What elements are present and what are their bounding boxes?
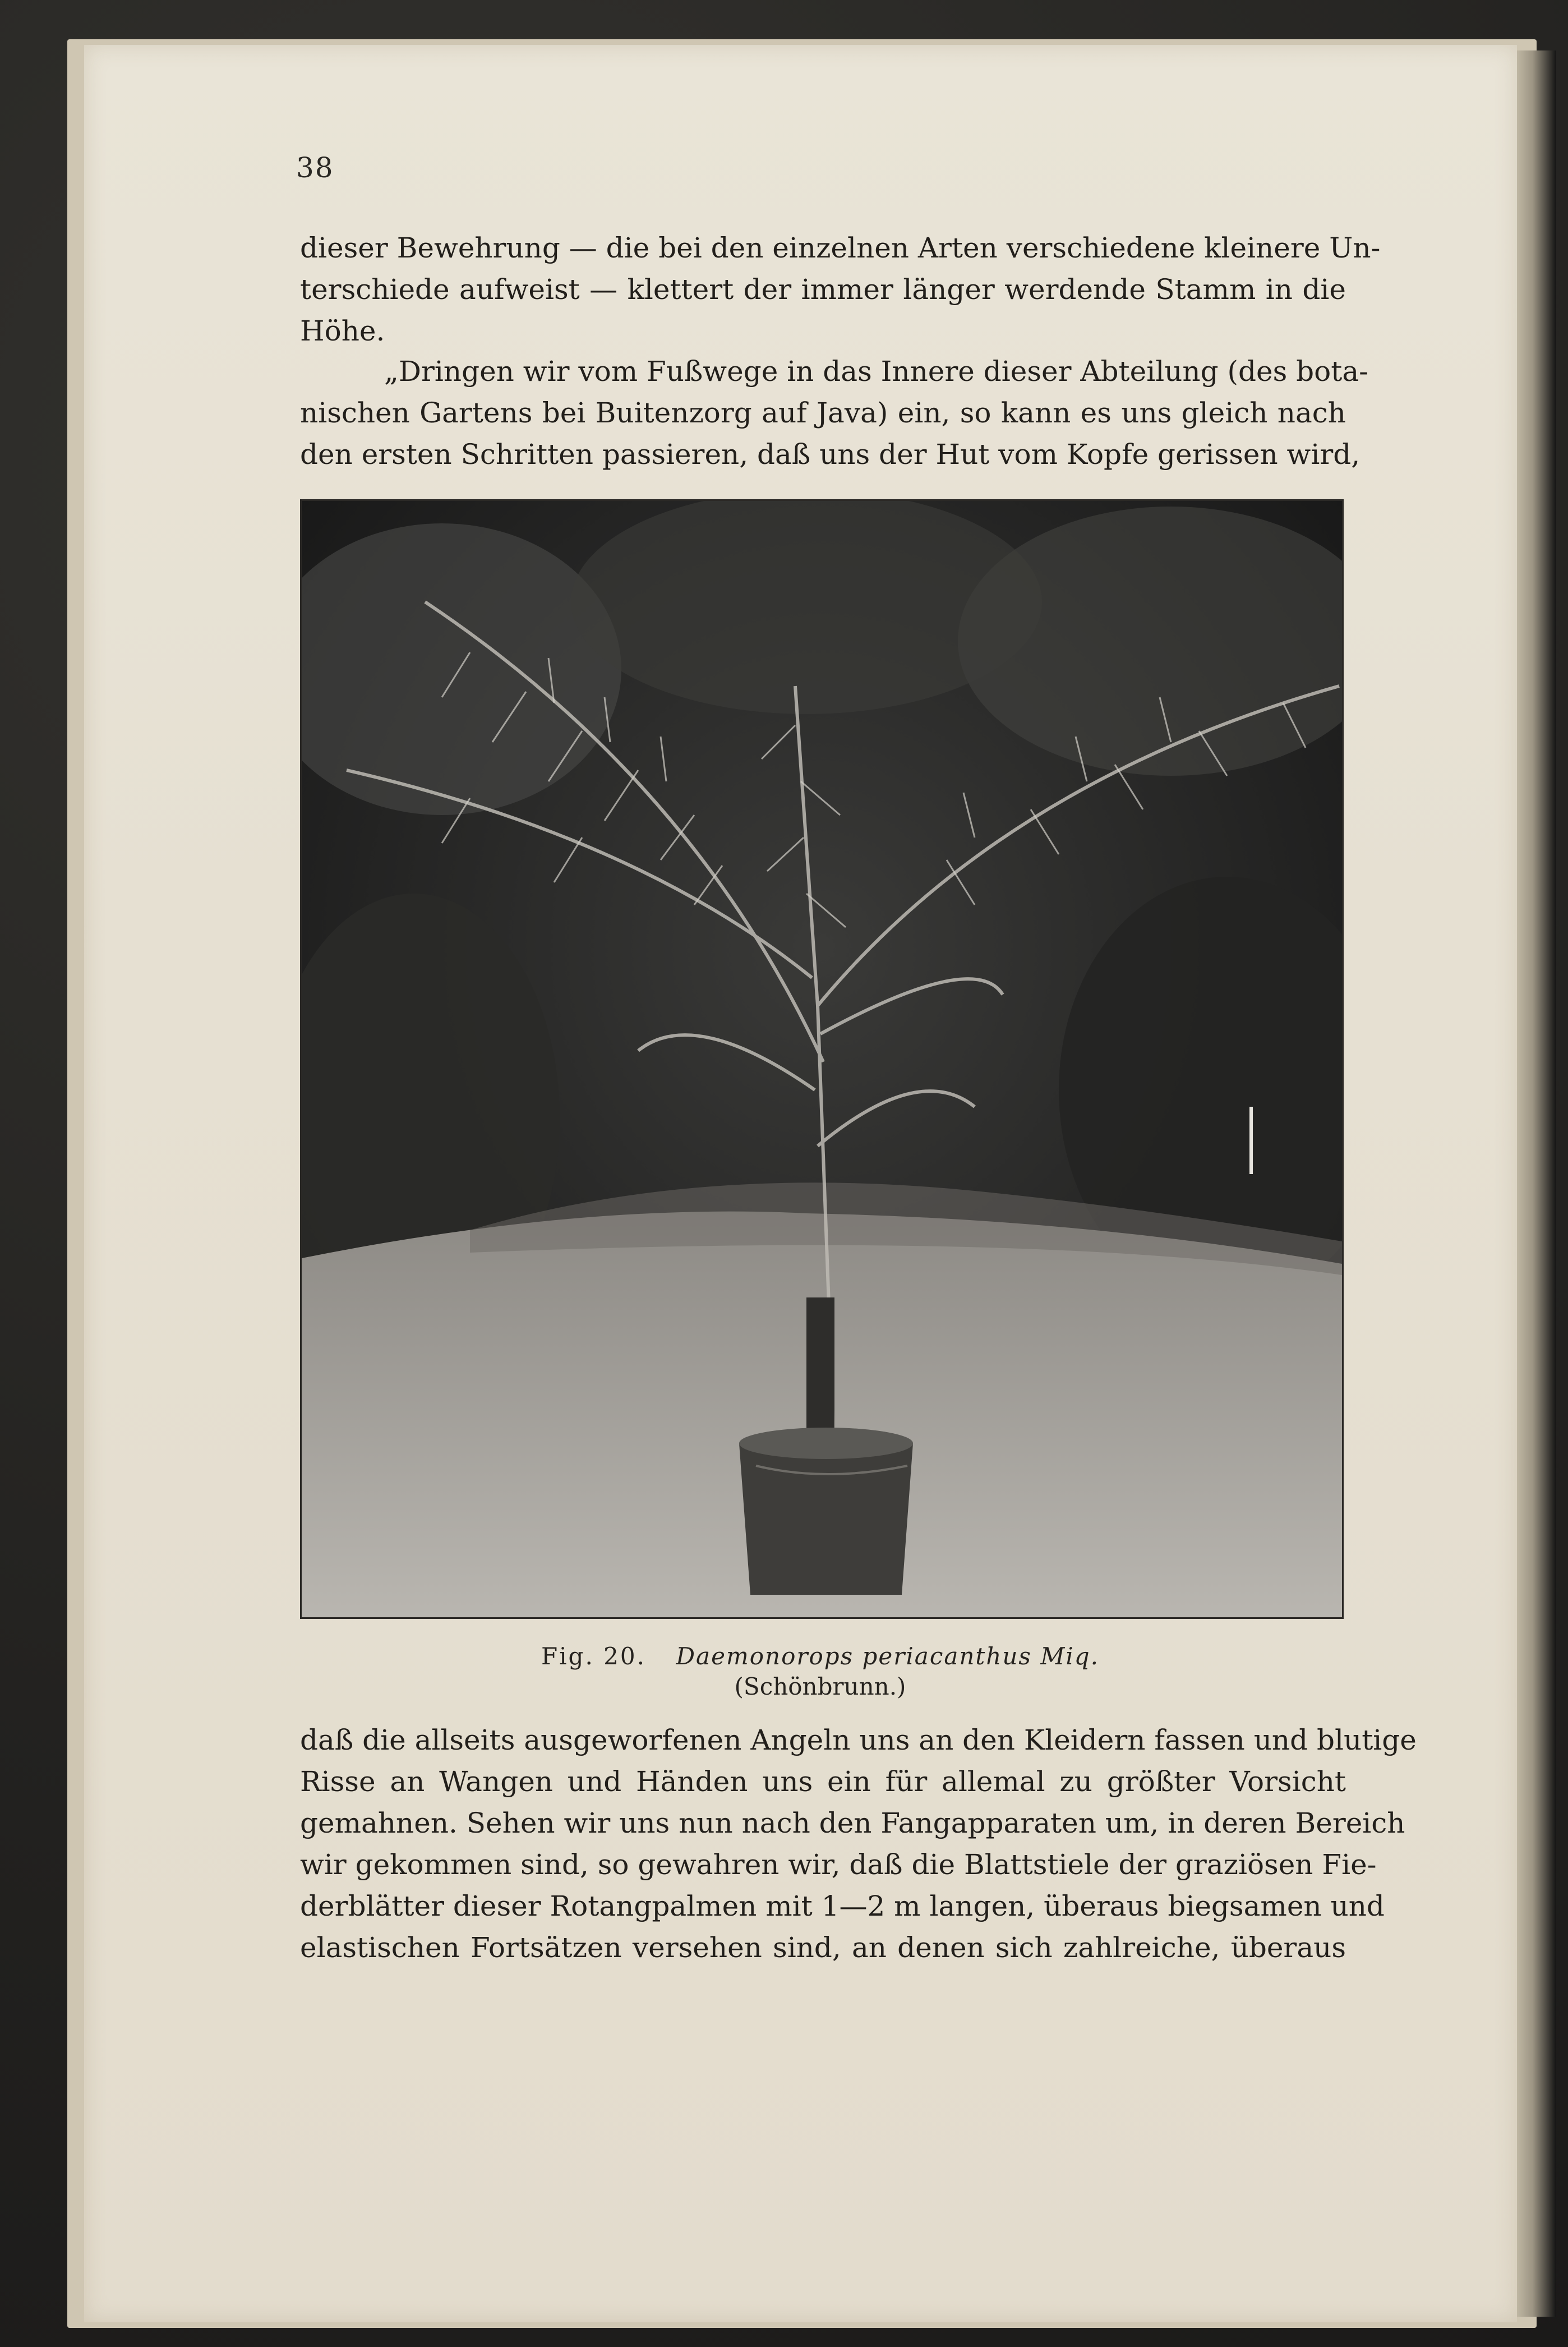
text-line: den ersten Schritten passieren, daß uns der Hut vom Kopfe gerissen wird,: [300, 438, 1361, 471]
figure-caption: [300, 1642, 1340, 1670]
text-line: terschiede aufweist — klettert der immer länger werdende Stamm in die: [300, 273, 1346, 306]
text-line: derblätter dieser Rotangpalmen mit 1—2 m langen, überaus biegsamen und: [300, 1890, 1385, 1922]
paragraph-bottom: [300, 1719, 1417, 1968]
figure-photo: [300, 499, 1344, 1619]
text-line: nischen Gartens bei Buitenzorg auf Java) ein, so kann es uns gleich nach: [300, 397, 1346, 429]
page-edge: [1517, 50, 1556, 2317]
text-line: gemahnen. Sehen wir uns nun nach den Fangapparaten um, in deren Bereich: [300, 1807, 1405, 1839]
text-line: Risse an Wangen und Händen uns ein für allemal zu größter Vorsicht: [300, 1765, 1346, 1798]
text-line: elastischen Fortsätzen versehen sind, an denen sich zahlreiche, überaus: [300, 1931, 1346, 1964]
figure-location: [300, 1673, 1340, 1700]
text-line: dieser Bewehrung — die bei den einzelnen Arten verschiedene kleinere Un-: [300, 232, 1381, 264]
text-line: „Dringen wir vom Fußwege in das Innere dieser Abteilung (des bota-: [384, 355, 1369, 388]
page-number: 38: [296, 151, 334, 184]
paragraph-top: [300, 227, 1381, 352]
text-line: daß die allseits ausgeworfenen Angeln uns an den Kleidern fassen und blutige: [300, 1724, 1417, 1756]
text-line: Höhe.: [300, 315, 385, 347]
text-line: wir gekommen sind, so gewahren wir, daß die Blattstiele der graziösen Fie-: [300, 1848, 1377, 1881]
figure-location-text: (Schönbrunn.): [734, 1673, 906, 1700]
paragraph-quote: [300, 351, 1369, 475]
figure-label: Fig. 20.: [541, 1642, 646, 1670]
palm-photo-illustration: [302, 501, 1342, 1617]
figure-species: Daemonorops periacanthus Miq.: [676, 1642, 1099, 1670]
